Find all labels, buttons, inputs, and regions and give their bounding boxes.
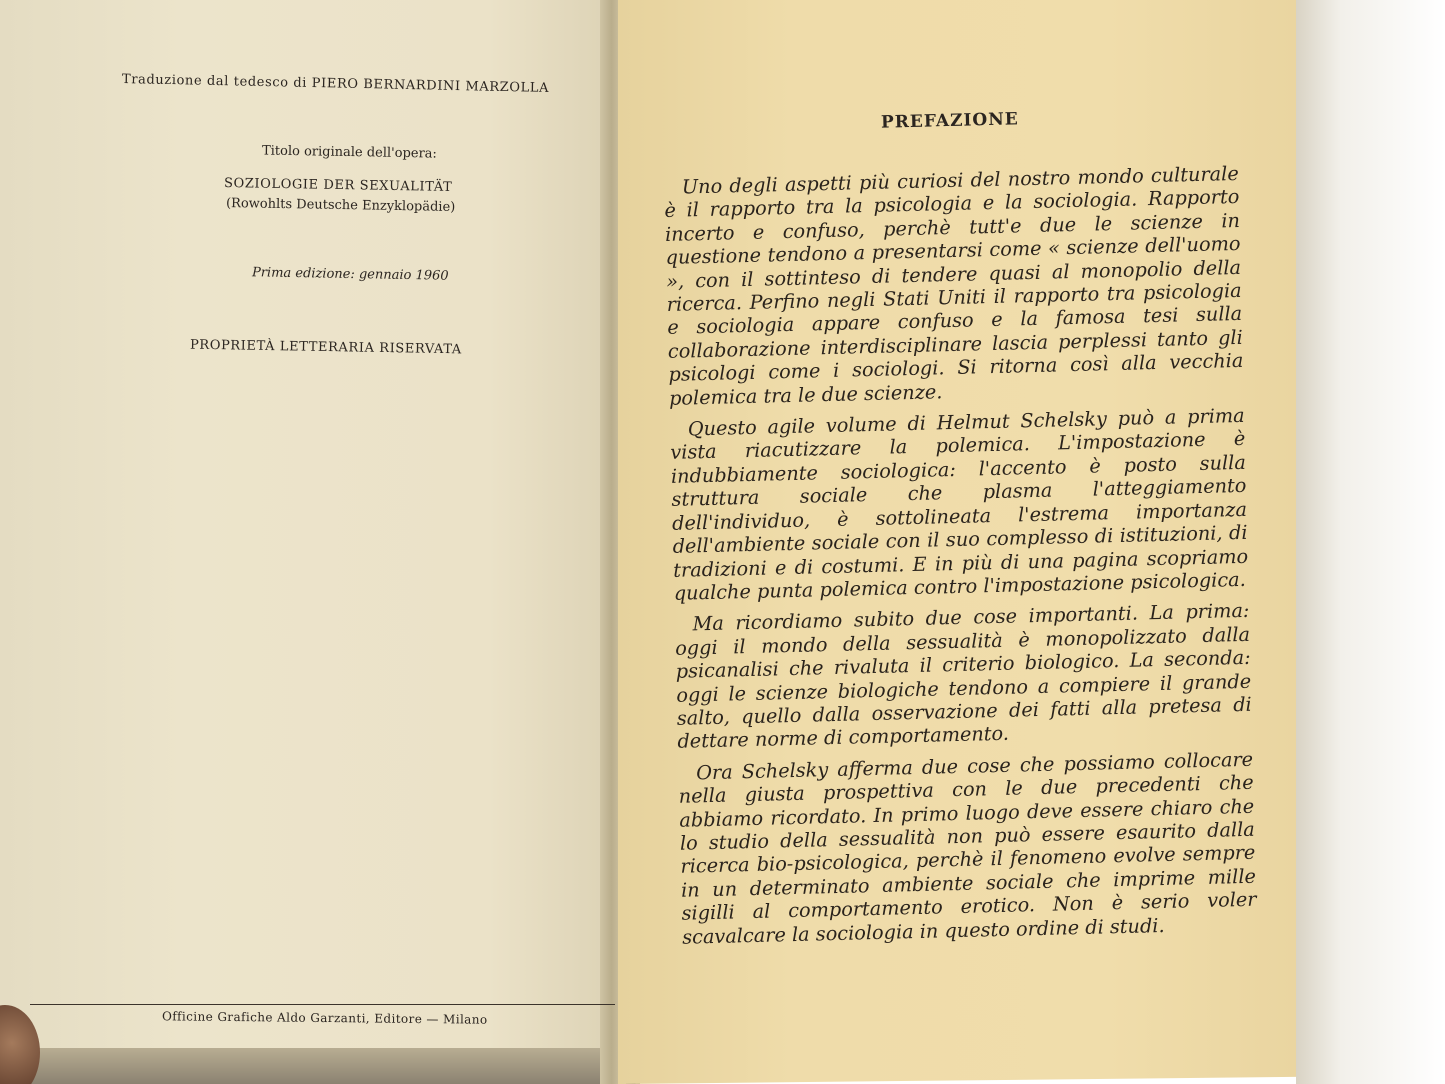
original-series: (Rowohlts Deutsche Enzyklopädie) [225, 196, 456, 215]
preface-paragraph: Questo agile volume di Helmut Schelsky può a prima vista riacutizzare la polemica. L'impostazione è indubbiamente sociologica: l'accento è posto sulla struttura sociale che plasma l'atteggiamento dell'individuo, è sottolineata l'estrema importanza dell'ambiente sociale con il suo complesso di istituzioni, di tradizioni e di costumi. E in più di una pagina scopriamo qualche punta polemica contro l'impostazione psicologica. [670, 403, 1249, 605]
preface-paragraph: Ora Schelsky afferma due cose che possiamo collocare nella giusta prospettiva con le due precedenti che abbiamo ricordato. In primo luogo deve essere chiaro che lo studio della sessualità non può essere esaurito dalla ricerca bio-psicologica, perchè il fenomeno evolve sempre in un determinato ambiente sociale che imprime mille sigilli al comportamento erotico. Non è serio voler scavalcare la sociologia in questo ordine di studi. [678, 747, 1257, 949]
preface-paragraph: Uno degli aspetti più curiosi del nostro mondo culturale è il rapporto tra la psicologia e la sociologia. Rapporto incerto e confuso, perchè tutt'e due le scienze in questione tendono a presentarsi come « scienze dell'uomo », con il sottinteso di tendere quasi al monopolio della ricerca. Perfino negli Stati Uniti il rapporto tra psicologia e sociologia appare confuso e la famosa tesi sulla collaborazione interdisciplinare lascia perplessi tanto gli psicologi come i sociologi. Si ritorna così alla vecchia polemica tra le due scienze. [664, 161, 1244, 410]
printer-imprint: Officine Grafiche Aldo Garzanti, Editore — Milano [161, 1009, 488, 1027]
rights-notice: PROPRIETÀ LETTERARIA RISERVATA [189, 337, 462, 358]
background-surface [1296, 0, 1445, 1084]
translator-credit: Traduzione dal tedesco di PIERO BERNARDINI MARZOLLA [121, 72, 550, 96]
original-title: SOZIOLOGIE DER SEXUALITÄT [223, 176, 453, 195]
printer-divider [30, 1004, 615, 1005]
preface-section [662, 96, 1258, 957]
page-stack-edge [0, 1048, 640, 1084]
preface-paragraph: Ma ricordiamo subito due cose importanti. La prima: oggi il mondo della sessualità è monopolizzato dalla psicanalisi che rivaluta il criterio biologico. La seconda: oggi le scienze biologiche tendono a compiere il grande salto, quello dalla osservazione dei fatti alla pretesa di dettare norme di comportamento. [674, 599, 1252, 754]
first-edition-date: Prima edizione: gennaio 1960 [251, 265, 449, 284]
preface-title: PREFAZIONE [880, 109, 1019, 133]
original-title-label: Titolo originale dell'opera: [261, 143, 437, 162]
